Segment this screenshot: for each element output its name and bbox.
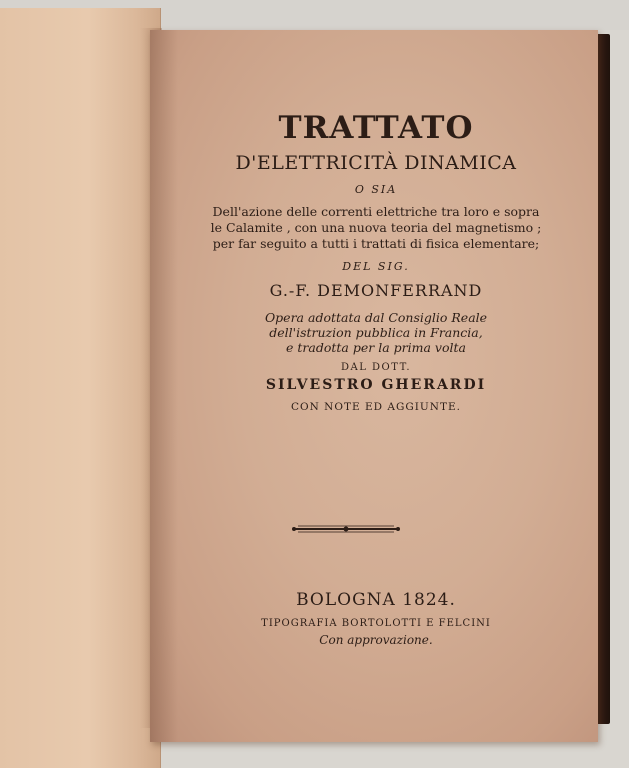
opera-line-2: dell'istruzion pubblica in Francia, — [269, 325, 483, 340]
title-page-text — [162, 110, 590, 413]
book-title: TRATTATO — [278, 110, 474, 146]
author-name: G.-F. DEMONFERRAND — [269, 281, 483, 300]
place-and-year: BOLOGNA 1824. — [296, 590, 456, 610]
book-subtitle: D'ELETTRICITÀ DINAMICA — [235, 152, 517, 174]
left-page — [0, 8, 161, 768]
approval-line: Con approvazione. — [319, 633, 433, 647]
description-line-1: Dell'azione delle correnti elettriche tra loro e sopra — [212, 204, 540, 219]
description — [162, 204, 590, 252]
description-line-2: le Calamite , con una nuova teoria del magnetismo ; — [210, 220, 542, 235]
imprint — [162, 590, 590, 647]
opera-note — [162, 310, 590, 355]
opera-line-1: Opera adottata dal Consiglio Reale — [264, 310, 488, 325]
del-sig-line: DEL SIG. — [342, 260, 410, 273]
printer-line: TIPOGRAFIA BORTOLOTTI E FELCINI — [261, 618, 491, 629]
dal-dott-line: DAL DOTT. — [340, 362, 411, 373]
opera-line-3: e tradotta per la prima volta — [286, 340, 466, 355]
ornament-divider-icon — [292, 523, 400, 535]
o-sia-line: O SIA — [354, 183, 398, 196]
translator-name: SILVESTRO GHERARDI — [265, 377, 487, 393]
description-line-3: per far seguito a tutti i trattati di fisica elementare; — [212, 236, 540, 251]
notes-line: CON NOTE ED AGGIUNTE. — [291, 401, 461, 413]
